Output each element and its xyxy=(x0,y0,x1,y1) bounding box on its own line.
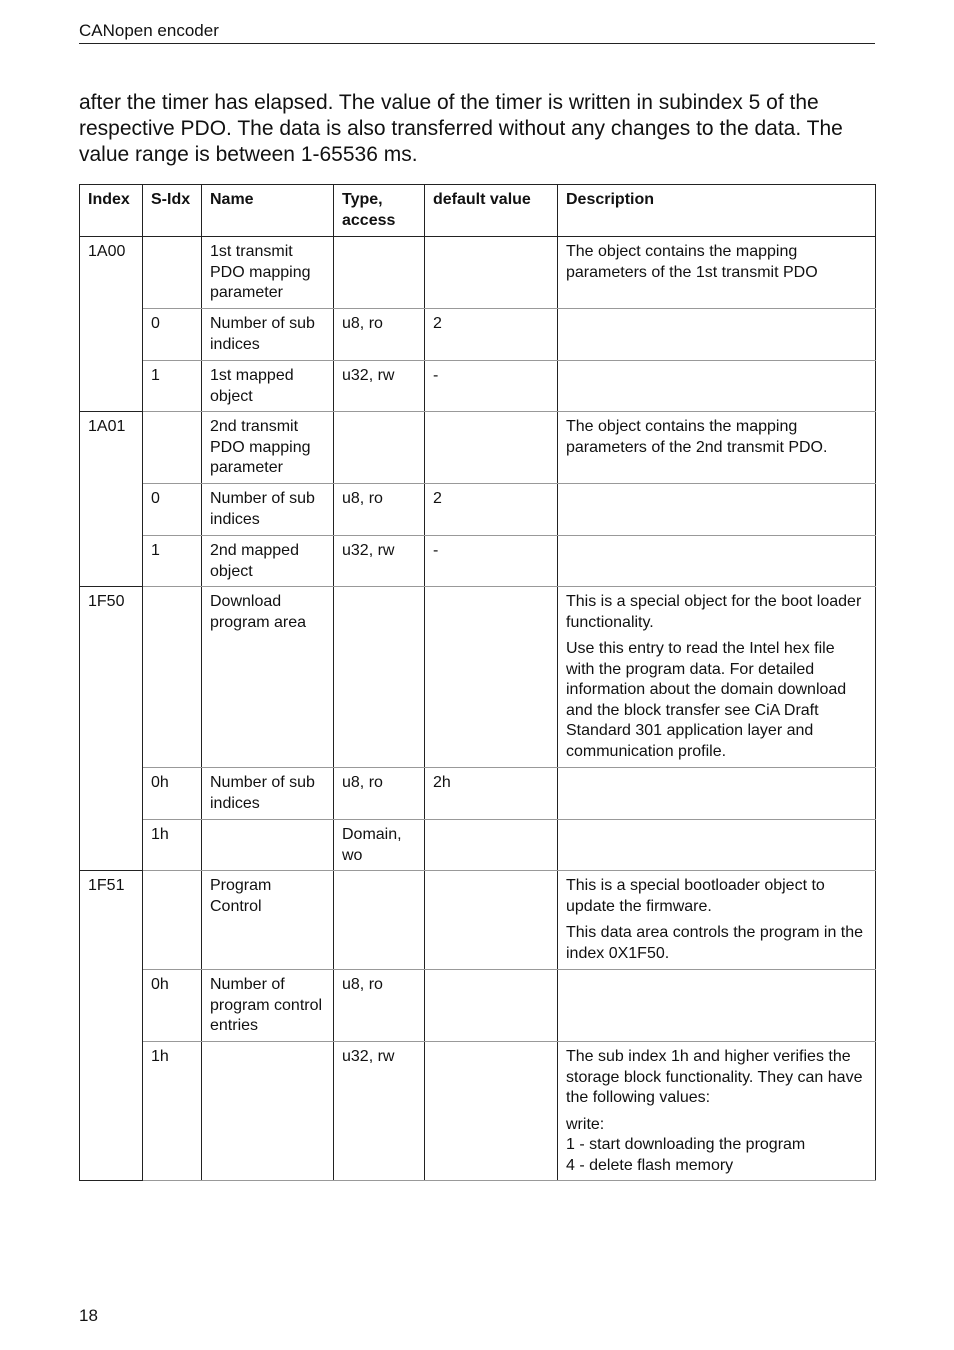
table-row xyxy=(80,484,876,536)
cell-sidx: 0h xyxy=(143,970,202,1042)
description-paragraph: This is a special object for the boot loader functionality. xyxy=(566,593,862,631)
cell-name xyxy=(202,820,334,871)
cell-default-value xyxy=(425,237,558,309)
cell-default-value: 2h xyxy=(425,768,558,820)
header-default-value: default value xyxy=(425,185,558,237)
table-row xyxy=(80,768,876,820)
cell-name: Number of sub indices xyxy=(202,768,334,820)
object-dictionary-table xyxy=(79,184,876,1181)
cell-name: Number of sub indices xyxy=(202,484,334,536)
header-type-access: Type, access xyxy=(334,185,425,237)
table-header-row xyxy=(80,185,876,237)
cell-description xyxy=(558,587,876,768)
cell-name: Number of program control entries xyxy=(202,970,334,1042)
table-row xyxy=(80,1042,876,1181)
cell-description xyxy=(558,484,876,536)
header-name: Name xyxy=(202,185,334,237)
cell-description xyxy=(558,412,876,484)
cell-type-access: u32, rw xyxy=(334,361,425,412)
description-paragraph: The object contains the mapping parameters of the 2nd transmit PDO. xyxy=(566,418,828,456)
cell-default-value xyxy=(425,587,558,768)
header-index: Index xyxy=(80,185,143,237)
table-row xyxy=(80,361,876,412)
cell-type-access: u32, rw xyxy=(334,1042,425,1181)
cell-description xyxy=(558,820,876,871)
intro-paragraph: after the timer has elapsed. The value of the timer is written in subindex 5 of the respective PDO. The data is also transferred without any changes to the data. The value range is between 1-65536 ms. xyxy=(79,91,843,166)
header-sidx: S-Idx xyxy=(143,185,202,237)
cell-description xyxy=(558,768,876,820)
cell-description xyxy=(558,970,876,1042)
description-paragraph: The object contains the mapping parameters of the 1st transmit PDO xyxy=(566,243,818,281)
cell-description xyxy=(558,1042,876,1181)
cell-sidx xyxy=(143,587,202,768)
table-row xyxy=(80,412,876,484)
header-title: CANopen encoder xyxy=(79,21,219,40)
table-row xyxy=(80,309,876,361)
cell-default-value: 2 xyxy=(425,309,558,361)
cell-default-value xyxy=(425,970,558,1042)
description-paragraph: Use this entry to read the Intel hex file with the program data. For detailed information about the domain download and the block transfer see CiA Draft Standard 301 application layer and communication profile. xyxy=(566,640,847,760)
cell-name: 2nd mapped object xyxy=(202,536,334,587)
cell-type-access xyxy=(334,871,425,970)
cell-name: 1st transmit PDO mapping parameter xyxy=(202,237,334,309)
cell-index: 1F51 xyxy=(80,871,143,1181)
cell-description xyxy=(558,871,876,970)
header-description: Description xyxy=(558,185,876,237)
cell-default-value: 2 xyxy=(425,484,558,536)
table-row xyxy=(80,237,876,309)
cell-type-access: Domain, wo xyxy=(334,820,425,871)
cell-sidx: 1h xyxy=(143,820,202,871)
cell-sidx: 0 xyxy=(143,484,202,536)
page-header xyxy=(79,21,875,44)
cell-default-value: - xyxy=(425,361,558,412)
cell-type-access xyxy=(334,237,425,309)
cell-description xyxy=(558,536,876,587)
cell-sidx xyxy=(143,412,202,484)
cell-description xyxy=(558,309,876,361)
cell-sidx: 0h xyxy=(143,768,202,820)
cell-default-value xyxy=(425,1042,558,1181)
cell-index: 1A01 xyxy=(80,412,143,587)
cell-default-value xyxy=(425,871,558,970)
cell-name: Program Control xyxy=(202,871,334,970)
cell-default-value xyxy=(425,820,558,871)
page-number: 18 xyxy=(79,1306,98,1325)
description-paragraph: The sub index 1h and higher verifies the storage block functionality. They can have the following values: xyxy=(566,1048,863,1106)
cell-sidx xyxy=(143,237,202,309)
cell-type-access: u8, ro xyxy=(334,484,425,536)
cell-type-access xyxy=(334,587,425,768)
description-paragraph: write: 1 - start downloading the program 4 - delete flash memory xyxy=(566,1115,806,1174)
cell-type-access: u8, ro xyxy=(334,309,425,361)
cell-name: Download program area xyxy=(202,587,334,768)
cell-sidx: 0 xyxy=(143,309,202,361)
cell-index: 1F50 xyxy=(80,587,143,871)
cell-name: 1st mapped object xyxy=(202,361,334,412)
table-row xyxy=(80,536,876,587)
cell-sidx: 1 xyxy=(143,536,202,587)
cell-type-access xyxy=(334,412,425,484)
cell-name xyxy=(202,1042,334,1181)
description-paragraph: This is a special bootloader object to update the firmware. xyxy=(566,877,825,915)
cell-type-access: u8, ro xyxy=(334,768,425,820)
cell-sidx xyxy=(143,871,202,970)
cell-description xyxy=(558,361,876,412)
cell-default-value xyxy=(425,412,558,484)
cell-sidx: 1 xyxy=(143,361,202,412)
table-row xyxy=(80,970,876,1042)
table-row xyxy=(80,587,876,768)
cell-type-access: u8, ro xyxy=(334,970,425,1042)
cell-description xyxy=(558,237,876,309)
cell-index: 1A00 xyxy=(80,237,143,412)
cell-name: Number of sub indices xyxy=(202,309,334,361)
table-body xyxy=(80,237,876,1181)
cell-sidx: 1h xyxy=(143,1042,202,1181)
cell-default-value: - xyxy=(425,536,558,587)
cell-name: 2nd transmit PDO mapping parameter xyxy=(202,412,334,484)
cell-type-access: u32, rw xyxy=(334,536,425,587)
table-row xyxy=(80,820,876,871)
description-paragraph: This data area controls the program in the index 0X1F50. xyxy=(566,924,864,962)
table-row xyxy=(80,871,876,970)
